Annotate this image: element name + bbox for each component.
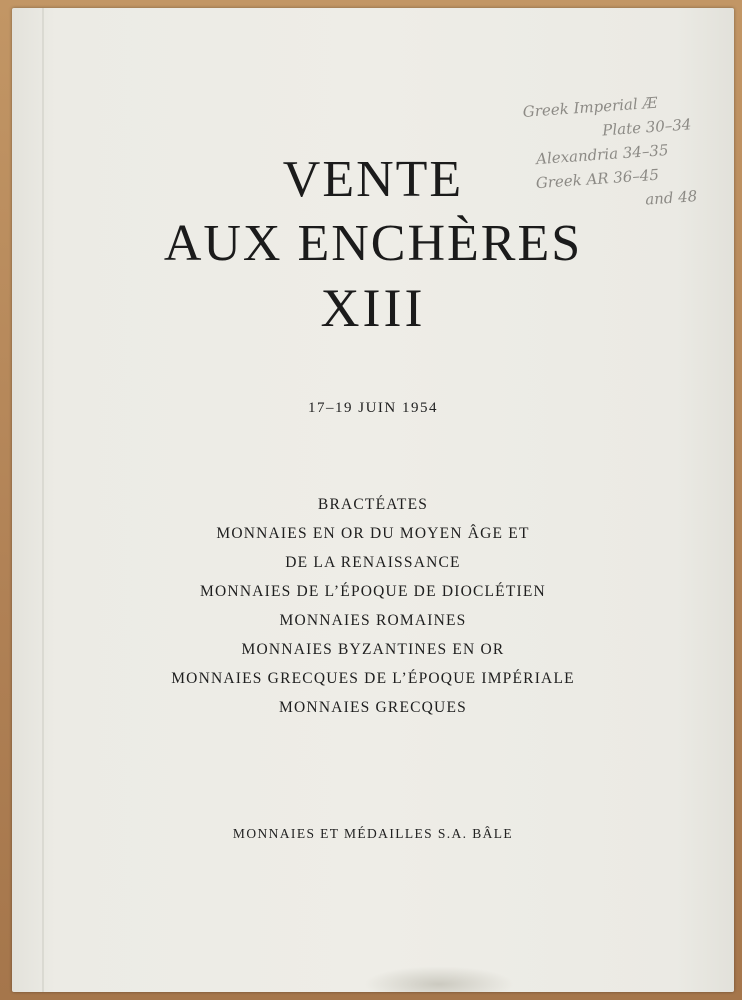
note-line: Plate 30–34 (601, 115, 692, 140)
contents-item: MONNAIES BYZANTINES EN OR (241, 641, 505, 658)
contents-item: MONNAIES ROMAINES (279, 612, 467, 629)
title-line-2: AUX ENCHÈRES (163, 215, 583, 272)
paper-wear-mark (364, 966, 514, 992)
catalogue-cover (12, 8, 734, 992)
contents-item: MONNAIES GRECQUES DE L’ÉPOQUE IMPÉRIALE (171, 670, 575, 687)
contents-item: MONNAIES GRECQUES (279, 699, 467, 716)
title-line-1: VENTE (282, 151, 464, 208)
handwritten-note (522, 86, 730, 220)
contents-list (12, 490, 734, 722)
note-line: Greek AR 36–45 (535, 165, 660, 193)
contents-item: BRACTÉATES (317, 496, 429, 513)
note-line: Greek Imperial Æ (522, 93, 659, 121)
contents-item: DE LA RENAISSANCE (285, 554, 461, 571)
publisher-name: MONNAIES ET MÉDAILLES S.A. BÂLE (232, 826, 514, 841)
title-line-3: XIII (320, 278, 426, 338)
note-line: Alexandria 34–35 (535, 140, 669, 169)
contents-item: MONNAIES EN OR DU MOYEN ÂGE ET (216, 525, 530, 542)
contents-item: MONNAIES DE L’ÉPOQUE DE DIOCLÉTIEN (200, 583, 546, 600)
sale-date: 17–19 JUIN 1954 (308, 400, 438, 416)
note-line: and 48 (644, 187, 698, 209)
